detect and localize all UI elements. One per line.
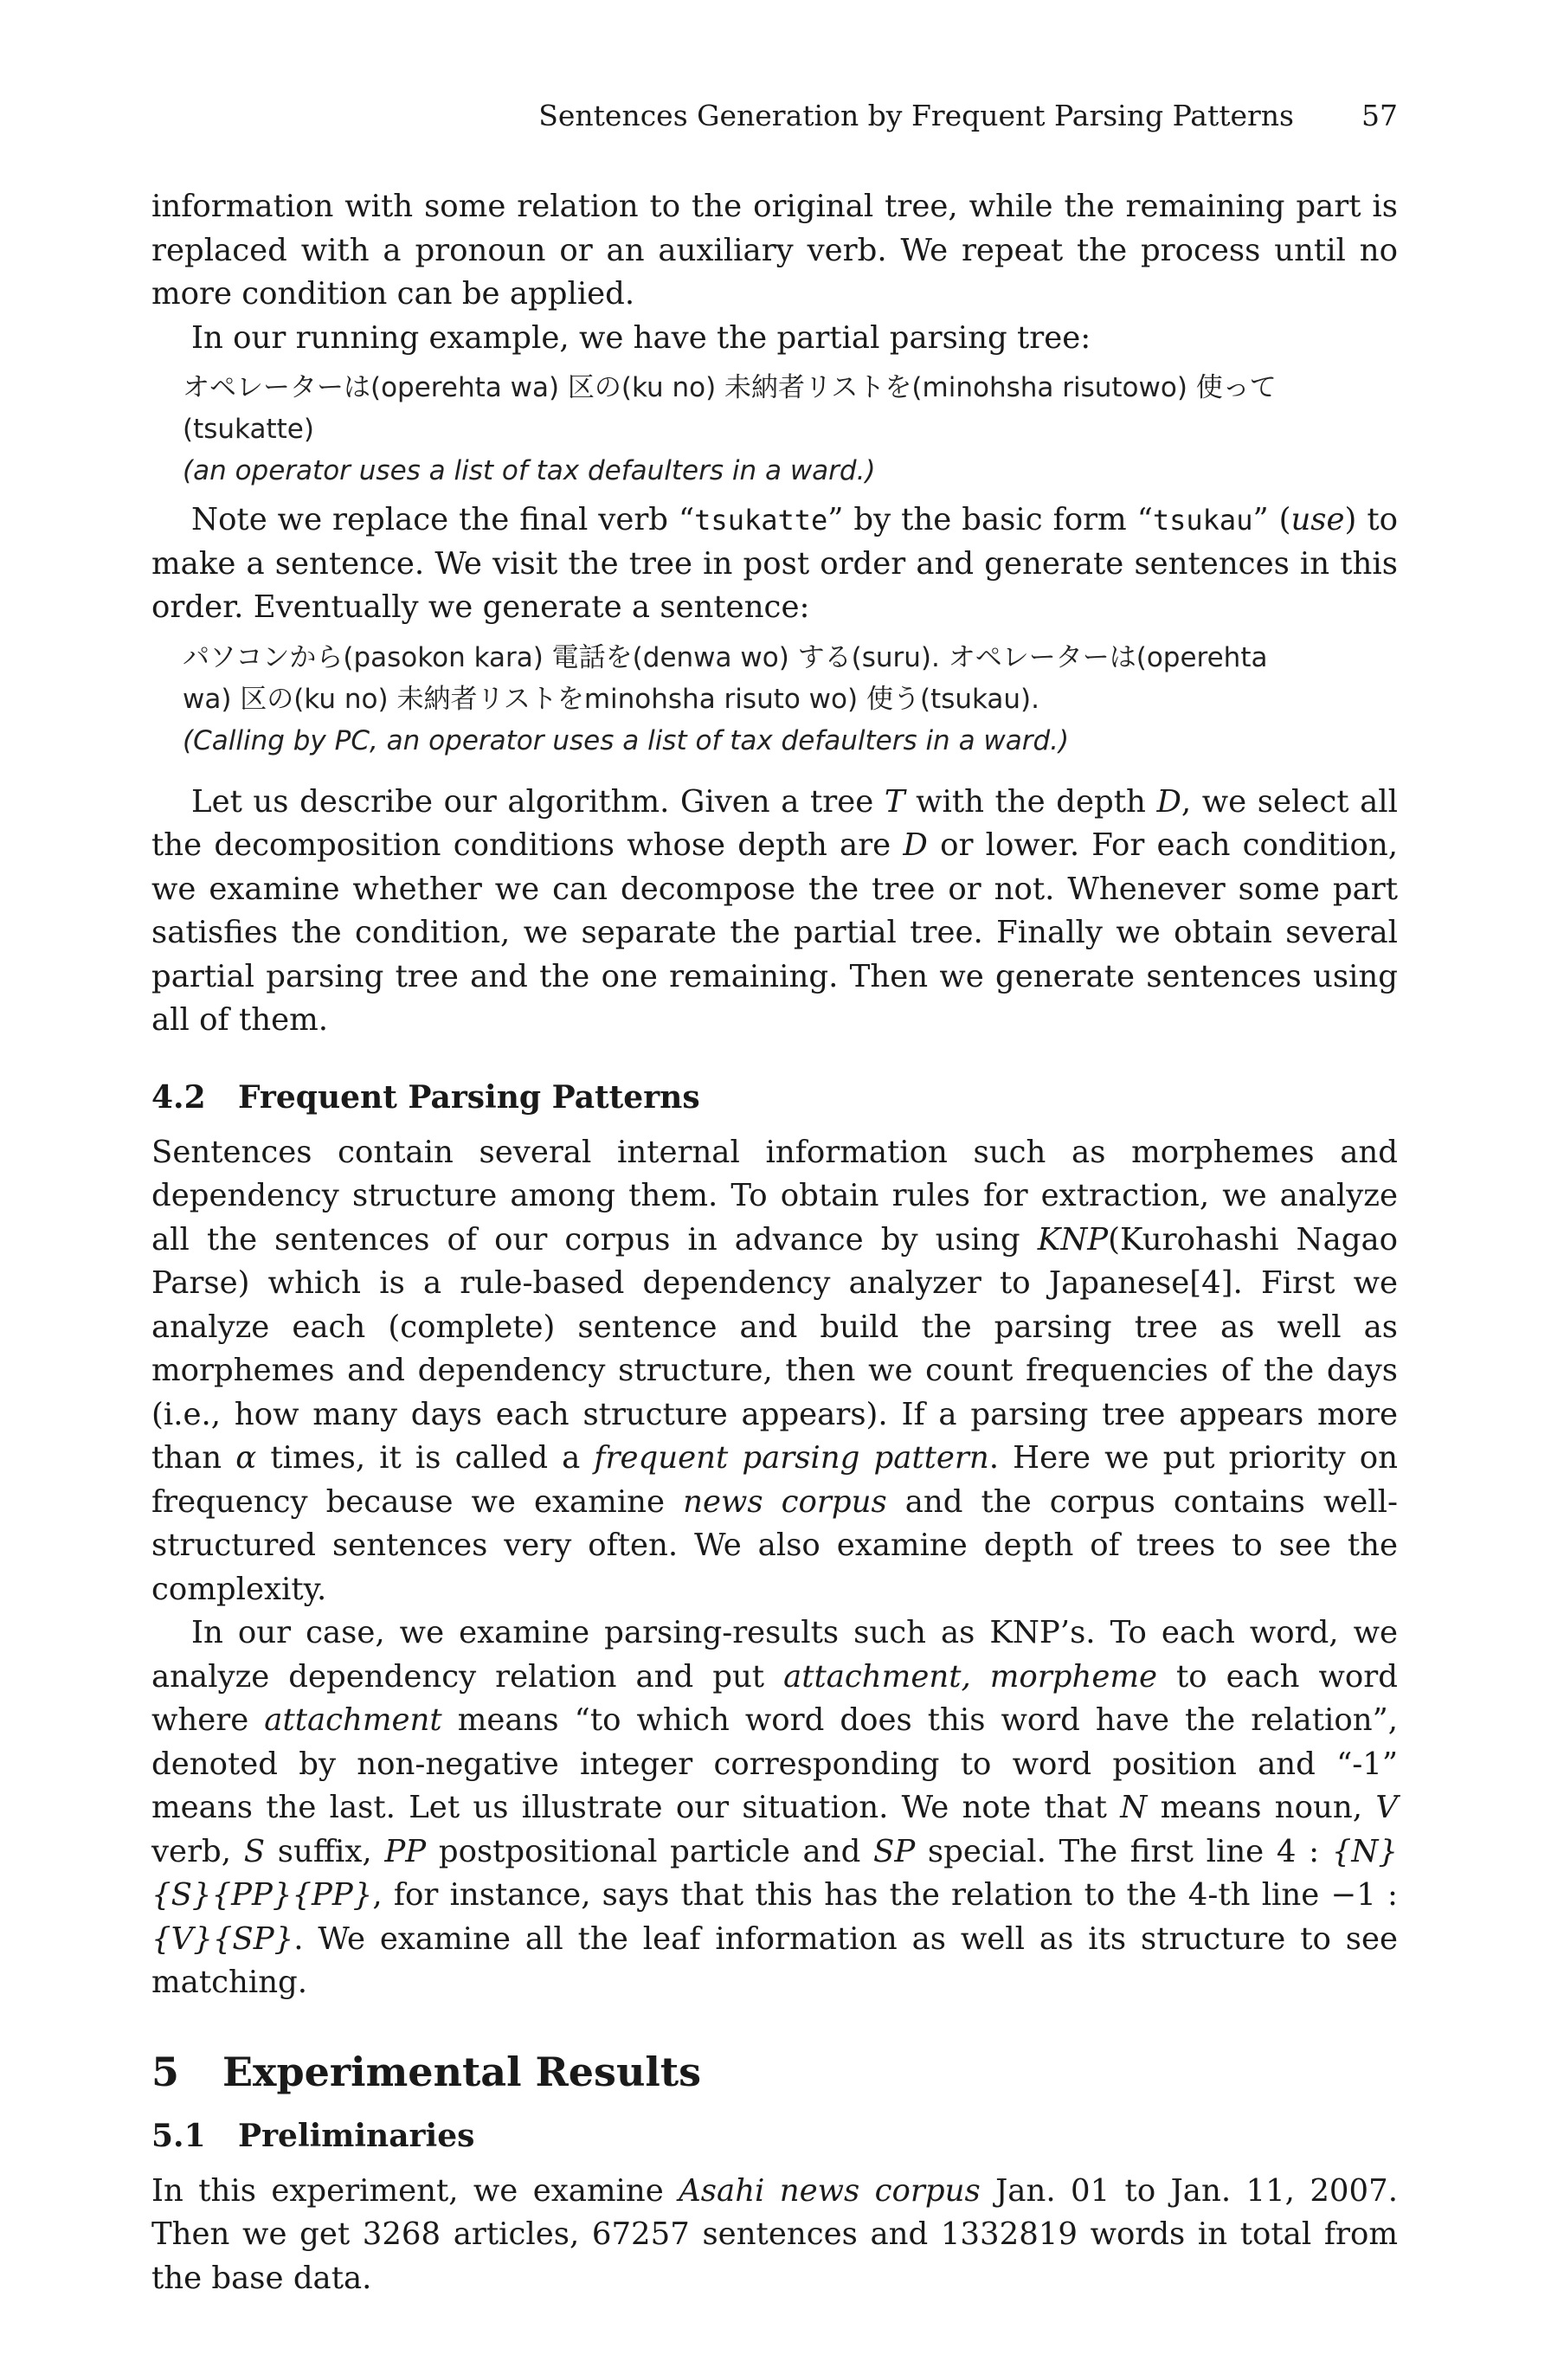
example-gloss: (Calling by PC, an operator uses a list of tax defaulters in a ward.) [183,724,1070,756]
paragraph-preliminaries: In this experiment, we examine Asahi news corpus Jan. 01 to Jan. 11, 2007. Then we get 3268 articles, 67257 sentences and 1332819 words in total from the base data. [151,2172,1398,2296]
paragraph-algorithm: Let us describe our algorithm. Given a tree T with the depth D, we select all the decomposition conditions whose depth are D or lower. For each condition, we examine whether we can decompose the tree or not. Whenever some part satisfies the condition, we separate the partial tree. Finally we obtain several partial parsing tree and the one remaining. Then we generate sentences using all of them. [151,783,1399,1038]
example-generated-sentence [151,637,1398,762]
paragraph-parsing-results: In our case, we examine parsing-results such as KNP’s. To each word, we analyze dependency relation and put attachment, morpheme to each word where attachment means “to which word does this word have the relation”, denoted by non-negative integer corresponding to word position and “-1” means the last. Let us illustrate our situation. We note that N means noun, V verb, S suffix, PP postpositional particle and SP special. The first line 4 : {N}{S}{PP}{PP}, for instance, says that this has the relation to the 4-th line −1 : {V}{SP}. We examine all the leaf information as well as its structure to see matching. [151,1615,1399,2000]
body-text [151,185,1398,2300]
running-title: Sentences Generation by Frequent Parsing Patterns [538,99,1294,132]
paragraph-verb-replacement: Note we replace the final verb “tsukatte” by the basic form “tsukau” (use) to make a sentence. We visit the tree in post order and generate sentences in this order. Eventually we generate a sentence: [151,502,1398,625]
code-tsukatte: tsukatte [694,504,828,537]
example-line: パソコンから(pasokon kara) 電話を(denwa wo) する(suru). オペレーターは(operehta [183,641,1268,673]
code-tsukau: tsukau [1152,504,1253,537]
example-line: wa) 区の(ku no) 未納者リストをminohsha risuto wo) 使う(tsukau). [183,683,1040,715]
section-heading-4-2: 4.2 Frequent Parsing Patterns [151,1078,700,1116]
section-heading-5: 5 Experimental Results [151,2048,702,2095]
example-partial-tree [151,367,1398,492]
paragraph-continuation: information with some relation to the original tree, while the remaining part is replaced with a pronoun or an auxiliary verb. We repeat the process until no more condition can be applied. [151,189,1398,312]
running-header [151,93,1398,138]
example-gloss: (an operator uses a list of tax defaulters in a ward.) [183,455,876,486]
example-line: オペレーターは(operehta wa) 区の(ku no) 未納者リストを(minohsha risutowo) 使って [183,372,1277,403]
paragraph-frequent-patterns: Sentences contain several internal information such as morphemes and dependency structure among them. To obtain rules for extraction, we analyze all the sentences of our corpus in advance by using KNP(Kurohashi Nagao Parse) which is a rule-based dependency analyzer to Japanese[4]. First we analyze each (complete) sentence and build the parsing tree as well as morphemes and dependency structure, then we count frequencies of the days (i.e., how many days each structure appears). If a parsing tree appears more than α times, it is called a frequent parsing pattern. Here we put priority on frequency because we examine news corpus and the corpus contains well-structured sentences very often. We also examine depth of trees to see the complexity. [151,1134,1398,1607]
page-number: 57 [1361,99,1398,132]
example-line: (tsukatte) [183,414,314,445]
section-heading-5-1: 5.1 Preliminaries [151,2117,475,2154]
paragraph-running-example: In our running example, we have the partial parsing tree: [191,319,1091,356]
